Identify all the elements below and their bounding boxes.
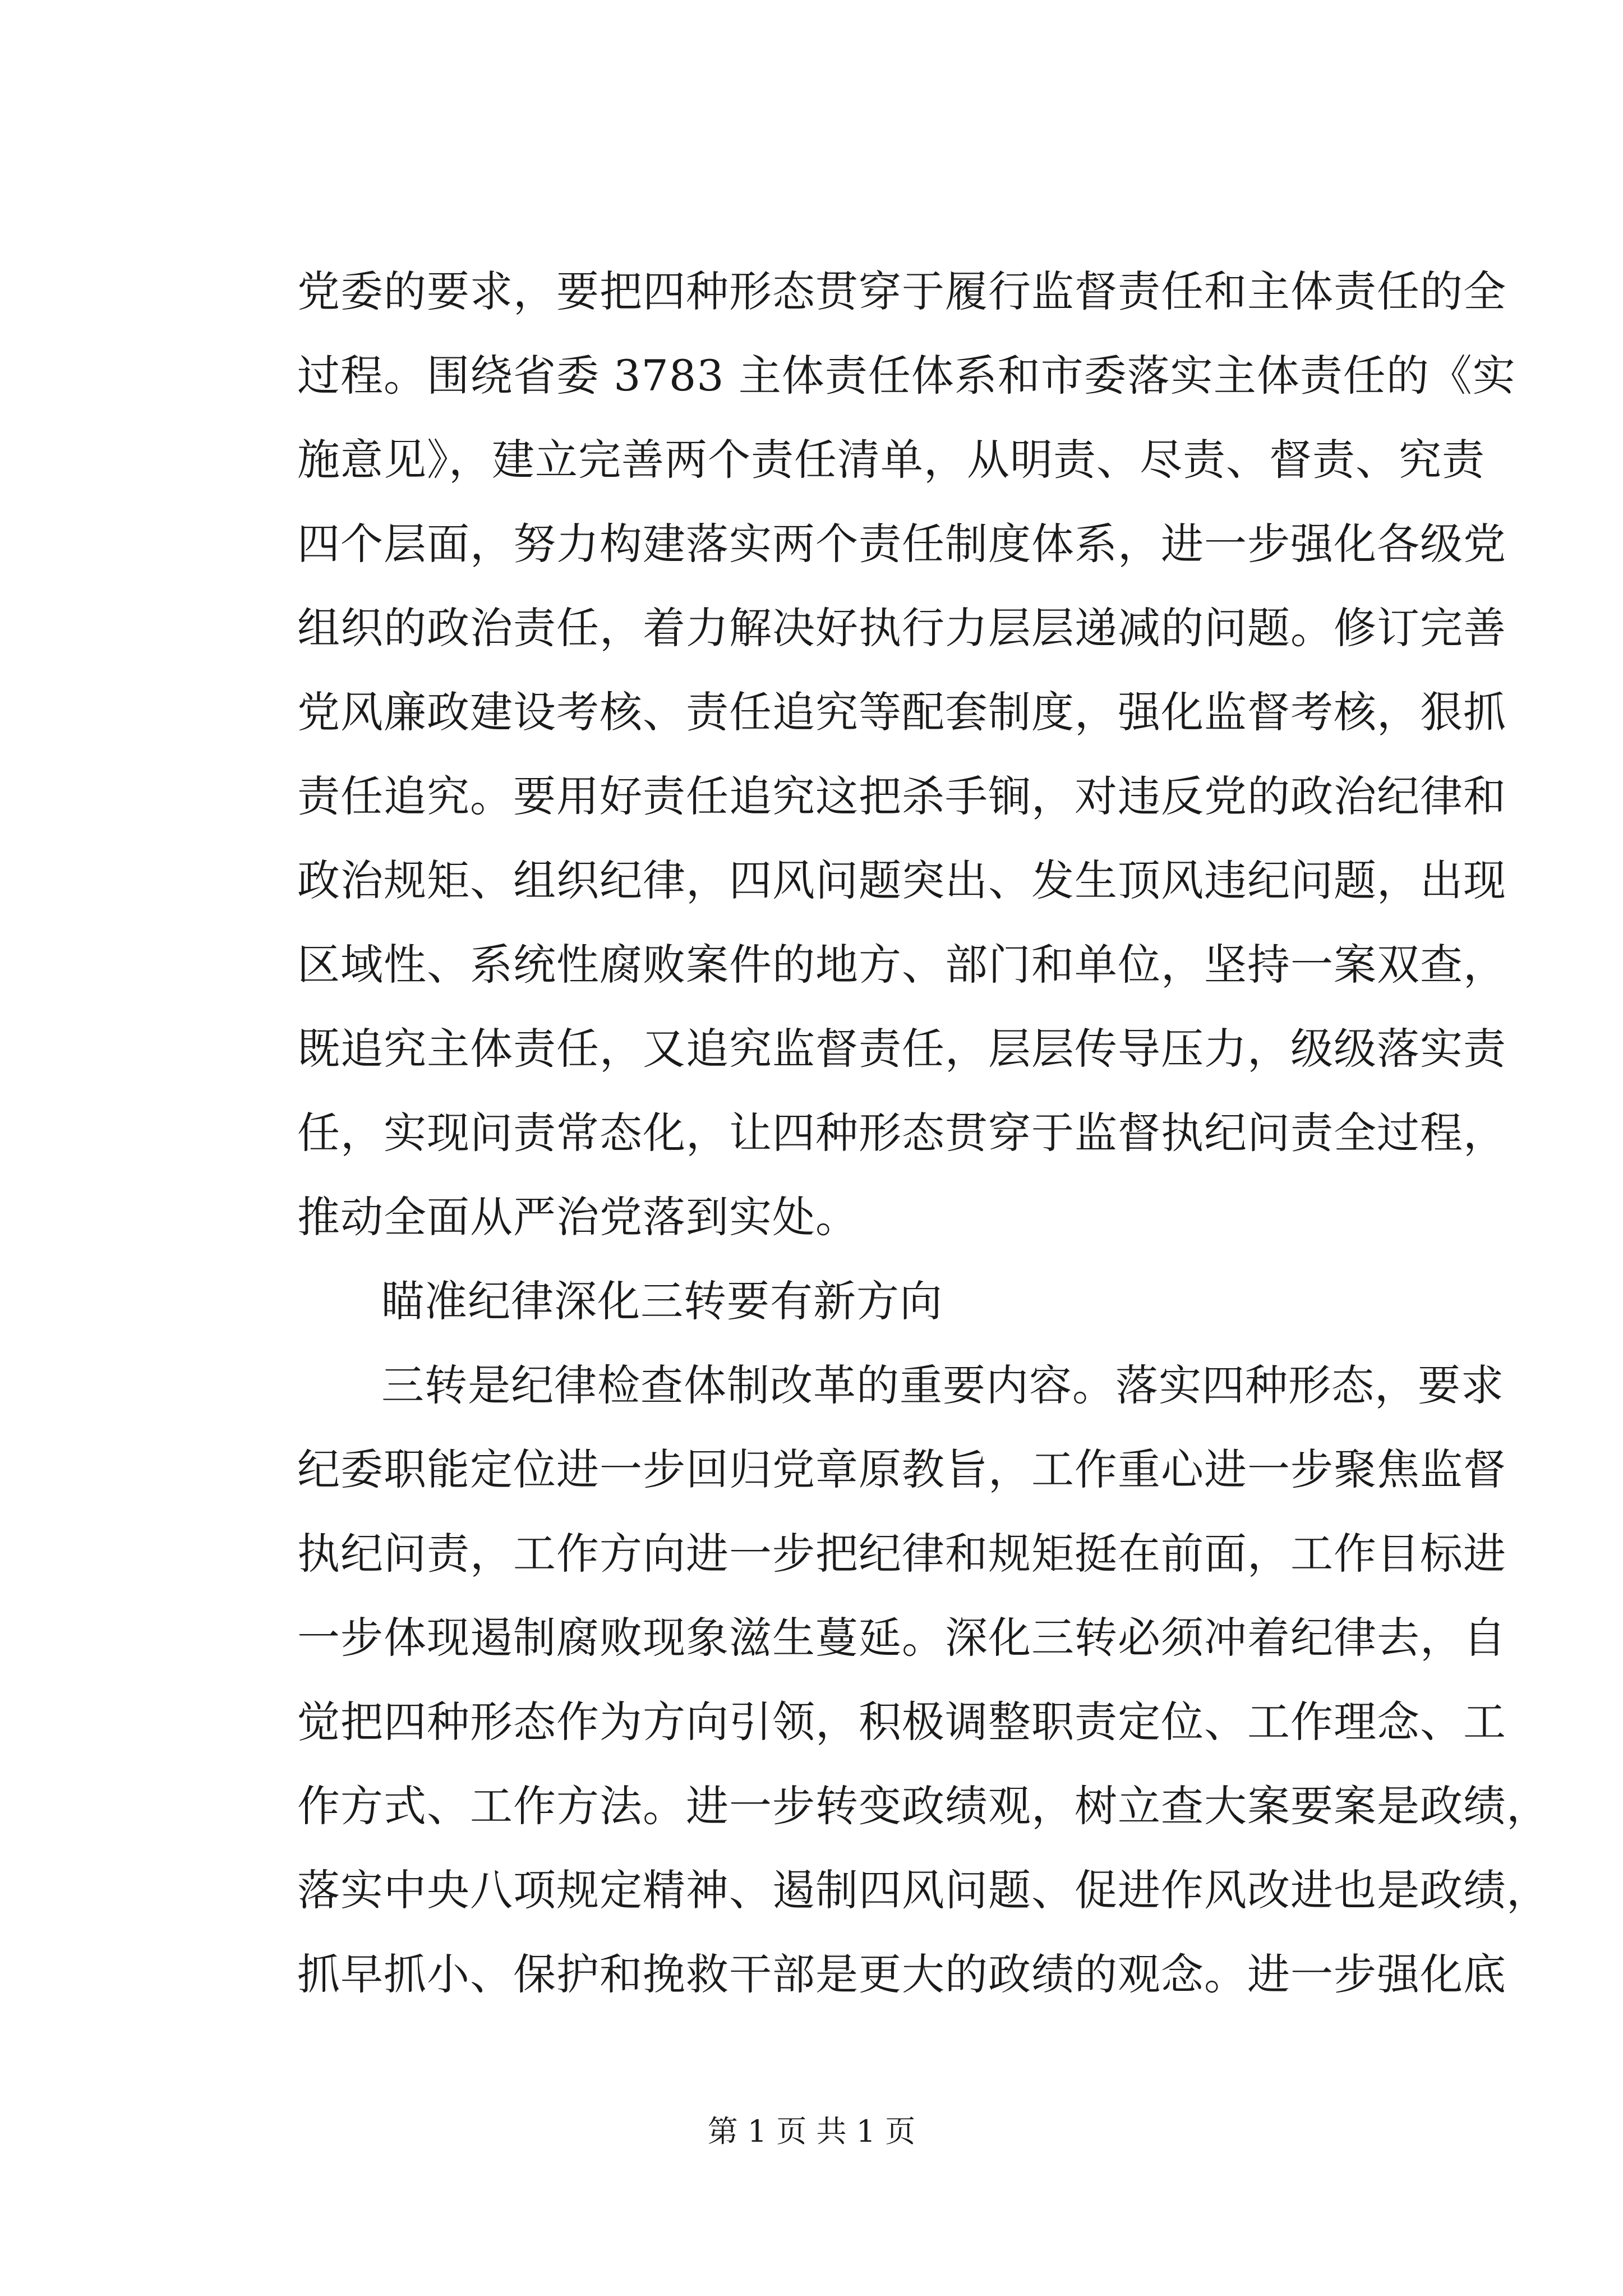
document-body [297,264,1550,2031]
text-line: 落实中央八项规定精神、遏制四风问题、促进作风改进也是政绩， [297,1865,1550,1915]
text-line: 推动全面从严治党落到实处。 [297,1192,859,1242]
text-line: 政治规矩、组织纪律，四风问题突出、发生顶风违纪问题，出现 [297,855,1506,905]
section-heading: 瞄准纪律深化三转要有新方向 [381,1276,943,1326]
text-line: 既追究主体责任，又追究监督责任，层层传导压力，级级落实责 [297,1024,1506,1074]
text-line: 四个层面，努力构建落实两个责任制度体系，进一步强化各级党 [297,519,1506,569]
text-line: 责任追究。要用好责任追究这把杀手锏，对违反党的政治纪律和 [297,771,1506,821]
text-line: 过程。围绕省委 3783 主体责任体系和市委落实主体责任的《实 [297,351,1516,401]
text-line: 党委的要求，要把四种形态贯穿于履行监督责任和主体责任的全 [297,266,1506,316]
text-line: 党风廉政建设考核、责任追究等配套制度，强化监督考核，狠抓 [297,687,1506,737]
text-line: 施意见》，建立完善两个责任清单，从明责、尽责、督责、究责 [297,435,1485,485]
text-line: 一步体现遏制腐败现象滋生蔓延。深化三转必须冲着纪律去，自 [297,1613,1506,1663]
text-line: 组织的政治责任，着力解决好执行力层层递减的问题。修订完善 [297,603,1506,653]
text-line: 觉把四种形态作为方向引领，积极调整职责定位、工作理念、工 [297,1697,1506,1747]
text-line: 作方式、工作方法。进一步转变政绩观，树立查大案要案是政绩， [297,1781,1550,1831]
text-line: 抓早抓小、保护和挽救干部是更大的政绩的观念。进一步强化底 [297,1949,1506,1999]
page-footer: 第 1 页 共 1 页 [707,2114,916,2149]
text-line: 执纪问责，工作方向进一步把纪律和规矩挺在前面，工作目标进 [297,1529,1506,1579]
text-line: 区域性、系统性腐败案件的地方、部门和单位，坚持一案双查， [297,940,1506,990]
text-line: 任，实现问责常态化，让四种形态贯穿于监督执纪问责全过程， [297,1108,1506,1158]
text-line: 三转是纪律检查体制改革的重要内容。落实四种形态，要求 [381,1360,1504,1410]
text-line: 纪委职能定位进一步回归党章原教旨，工作重心进一步聚焦监督 [297,1444,1506,1494]
